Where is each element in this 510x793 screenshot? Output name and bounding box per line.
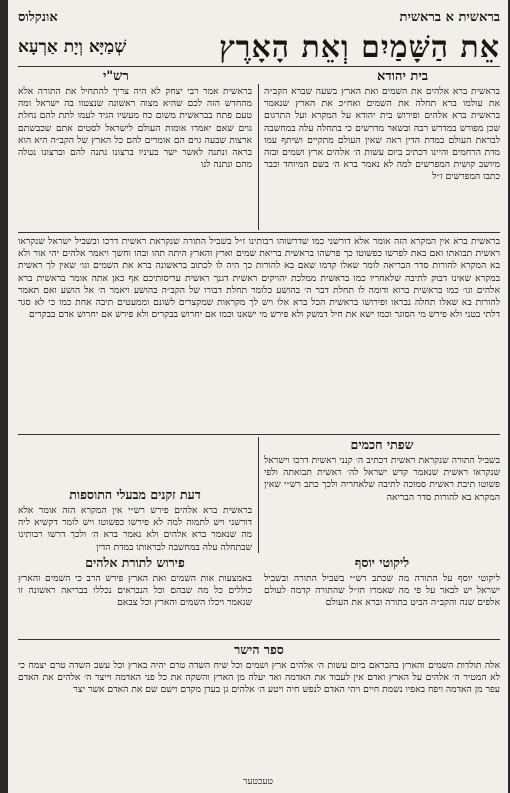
sifsei-chachamim-body: בשביל התורה שנקראת ראשית דכתיב ה׳ קנני ראשית דרכו וישראל שנקראו ראשית שנאמר קדש ישראל לה׳ ראשית תבואתה ולפי פשוטו תיבת ראשית סמוכה לתיבה שלאחריה ולכך כתב רש״י שאין המקרא בא להורות סדר הבריאה <box>264 455 500 503</box>
peirush-body: באמצעות אות השמים ואת הארץ פירש הרב כי השמים והארץ כוללים כל מה שבהם וכל הנבראים נכללו בבריאה ראשונה זו שנאמר ויכלו השמים והארץ וכל צבאם <box>18 573 252 609</box>
main-commentary-body: בראשית ברא אין המקרא הזה אומר אלא דורשני כמו שדרשוהו רבותינו ז״ל בשביל התורה שנקראת ראשית דרכו ובשביל ישראל שנקראו ראשית תבואתו ואם באת לפרשו כפשוטו כך פרשהו בראשית בריאת שמים וארץ והארץ היתה תהו ובהו וחשך ויאמר אלהים יהי אור ולא בא המקרא להורות סדר הבריאה לומר שאלו קדמו שאם בא להורות כך היה לו לכתוב בראשונה ברא את השמים וגו׳ שאין לך ראשית במקרא שאינו דבוק לתיבה שלאחריו כמו בראשית ממלכת יהויקים ראשית דגנך ראשית עריסותיכם אף כאן אתה אומר בראשית ברא אלהים וגו׳ כמו בראשית ברוא ודומה לו תחלת דבר ה׳ בהושע כלומר תחלת דבורו של הקב״ה בהושע ויאמר ה׳ אל הושע ואם תאמר להורות בא שאלו תחלה נבראו ופירושו בראשית הכל ברא אלו ויש לך מקראות שמקצרים לשונם וממעטים תיבה אחת כמו כי לא סגר דלתי בטני ולא פירש מי הסוגר וכמו ישא את חיל דמשק ולא פירש מי ישאנו וכמו אם יחרוש בבקרים ולא פירש אם יחרוש אדם בבקרים <box>18 236 500 321</box>
column-divider <box>258 84 259 230</box>
title-divider <box>18 66 500 67</box>
sections-divider <box>18 434 500 435</box>
rashi-body: בראשית אמר רבי יצחק לא היה צריך להתחיל את התורה אלא מהחדש הזה לכם שהיא מצוה ראשונה שנצטוו בה ישראל ומה טעם פתח בבראשית משום כח מעשיו הגיד לעמו לתת להם נחלת גוים שאם יאמרו אומות העולם לישראל לסטים אתם שכבשתם ארצות שבעה גוים הם אומרים להם כל הארץ של הקב״ה היא הוא בראה ונתנה לאשר ישר בעיניו ברצונו נתנה להם וברצונו נטלה מהם ונתנה לנו <box>18 86 252 171</box>
daas-zekeinim-heading: דעת זקנים מבעלי התוספות <box>69 487 201 502</box>
peirush-heading: פירוש לתורת אלהים <box>85 555 185 570</box>
header-left-label: אונקלוס <box>18 10 58 25</box>
daas-zekeinim-text <box>18 505 252 553</box>
beis-yehuda-text <box>264 86 500 228</box>
sefer-hayashar-text <box>18 660 500 770</box>
header-right-label: בראשית א בראשית <box>399 10 500 25</box>
lower-column-divider <box>258 437 259 553</box>
verse-title <box>18 28 500 66</box>
right-column-heading: בית יהודא <box>377 69 428 84</box>
main-commentary-text <box>18 236 500 432</box>
likutei-yosef-heading: ליקוטי יוסף <box>354 555 410 570</box>
left-column-heading: רש"י <box>103 69 129 84</box>
sifsei-chachamim-heading: שפתי חכמים <box>350 437 414 452</box>
likutei-yosef-body: ליקוטי יוסף על התורה מה שכתב רש״י בשביל התורה ובשביל ישראל יש לבאר על פי מה שאמרו חז״ל שהתורה קדמה לעולם אלפים שנה והקב״ה הביט בתורה וברא את העולם <box>264 573 500 609</box>
book-page <box>8 0 508 793</box>
beis-yehuda-body: בראשית ברא אלהים את השמים ואת הארץ בשעה שברא הקב״ה את עולמו ברא תחלה את השמים ואח״כ את הארץ שנאמר בראשית ברא אלהים ופירוש בית יהודא על המקרא ועל התרגום שכן מפורש במדרש רבה ובשאר מדרשים כי בתחלה עלה במחשבה לבראת העולם במדת הדין ראה שאין העולם מתקיים ושיתף עמו מדת הרחמים והיינו דכתיב ביום עשות ה׳ אלהים ארץ ושמים ובזה מיושב קושית המפרשים למה לא נאמר ברא ה׳ בשם המיוחד וכבר כתבו המפרשים ז״ל <box>264 86 500 183</box>
likutei-yosef-text <box>264 573 500 637</box>
daas-zekeinim-body: בראשית ברא אלהים פירש רש״י אין המקרא הזה אומר אלא דורשני ויש לתמוה למה לא פירשו כפשוטו ויש לומר דקשיא ליה מה שנאמר ברא אלהים ולא נאמר ברא ה׳ ולכך דרשו רבותינו שבתחלה עלה במחשבה לבראותו במדת הדין <box>18 505 252 553</box>
verse-title-targum: שְׁמַיָּא וְיָת אַרְעָא <box>18 37 127 57</box>
sefer-hayashar-heading: ספר הישר <box>234 642 284 657</box>
running-header <box>18 6 500 28</box>
sefer-divider <box>18 639 500 640</box>
verse-title-hebrew: אֵת הַשָּׁמַיִם וְאֵת הָאָרֶץ <box>219 29 500 65</box>
main-divider <box>18 232 500 233</box>
sifsei-chachamim-text <box>264 455 500 553</box>
page-footer: טעכטער <box>243 777 273 787</box>
sefer-hayashar-body: אלה תולדות השמים והארץ בהבראם ביום עשות ה׳ אלהים ארץ ושמים וכל שיח השדה טרם יהיה בארץ וכל עשב השדה טרם יצמח כי לא המטיר ה׳ אלהים על הארץ ואדם אין לעבוד את האדמה ואד יעלה מן הארץ והשקה את כל פני האדמה וייצר ה׳ אלהים את האדם עפר מן האדמה ויפח באפיו נשמת חיים ויהי האדם לנפש חיה ויטע ה׳ אלהים גן בעדן מקדם וישם שם את האדם אשר יצר <box>18 660 500 696</box>
peirush-text <box>18 573 252 637</box>
rashi-text <box>18 86 252 228</box>
